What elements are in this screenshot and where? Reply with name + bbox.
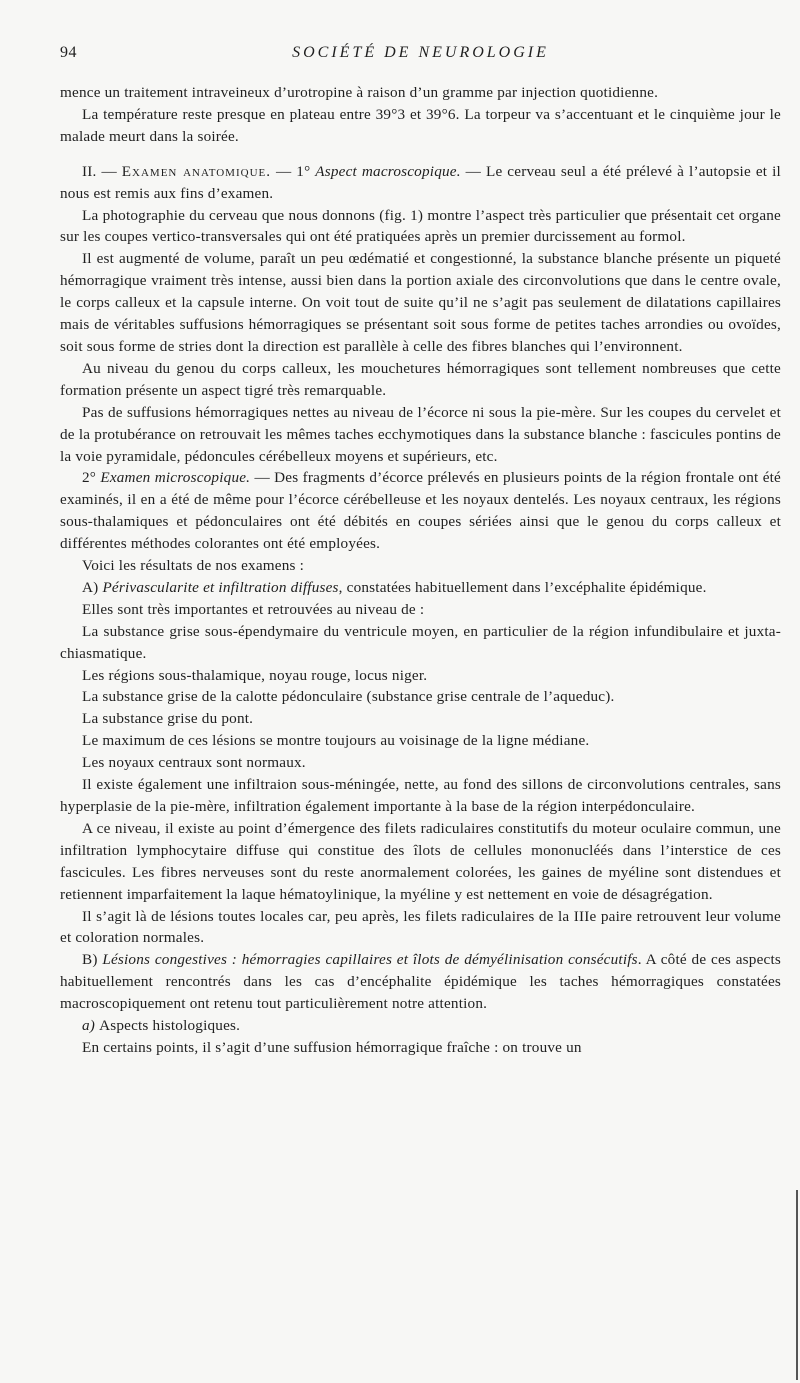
subsection-heading: Lésions congestives : hémorragies capillaires et îlots de démyélinisation consécutifs [102, 951, 638, 969]
paragraph: Il s’agit là de lésions toutes locales car, peu après, les filets radiculaires de la IIIe paire retrouvent leur volume et coloration normales. [60, 907, 781, 947]
paragraph: La substance grise sous-épendymaire du ventricule moyen, en particulier de la région infundibulaire et juxta-chiasmatique. [60, 622, 781, 662]
paragraph: En certains points, il s’agit d’une suffusion hémorragique fraîche : on trouve un [82, 1038, 582, 1056]
paragraph: mence un traitement intraveineux d’urotropine à raison d’un gramme par injection quotidienne. [60, 84, 659, 101]
paragraph: A ce niveau, il existe au point d’émergence des filets radiculaires constitutifs du moteur oculaire commun, une infiltration lymphocytaire diffuse qui constitue des îlots de cellules mononucléés dans l’interstice de ces fascicules. Les fibres nerveuses sont du reste anormalement colorées, les gaines de myéline sont distendues et retiennent imparfaitement la laque hématoylinique, la myéline y est nettement en voie de désagrégation. [60, 819, 781, 903]
paragraph: A) Périvascularite et infiltration diffuses, constatées habituellement dans l’excéphalite épidémique. [82, 578, 707, 596]
paragraph: La photographie du cerveau que nous donnons (fig. 1) montre l’aspect très particulier que présentait cet organe sur les coupes vertico-transversales qui ont été pratiquées après un premier durcissement au formol. [60, 206, 781, 246]
paragraph: La substance grise de la calotte pédonculaire (substance grise centrale de l’aqueduc). [82, 688, 615, 706]
subsection-heading: Périvascularite et infiltration diffuses [102, 578, 339, 596]
page-number: 94 [60, 44, 77, 61]
paragraph: B) Lésions congestives : hémorragies capillaires et îlots de démyélinisation consécutifs. A côté de ces aspects habituellement rencontrés dans les cas d’encéphalite épidémique les taches hémorragiques constatées macroscopiquement ont retenu tout particulièrement notre attention. [60, 951, 781, 1013]
paragraph: a) Aspects histologiques. [82, 1017, 241, 1035]
paragraph: La température reste presque en plateau entre 39°3 et 39°6. La torpeur va s’accentuant et le cinquième jour le malade meurt dans la soirée. [60, 105, 781, 145]
paragraph: Au niveau du genou du corps calleux, les mouchetures hémorragiques sont tellement nombreuses que cette formation présente un aspect tigré très remarquable. [60, 359, 781, 399]
paragraph: 2° Examen microscopique. — Des fragments d’écorce prélevés en plusieurs points de la région frontale ont été examinés, il en a été de même pour l’écorce cérébelleuse et les noyaux dentelés. Les noyaux centraux, les régions sous-thalamiques et pédonculaires ont été débités en coupes sériées ainsi que le genou du corps calleux et différentes méthodes colorantes ont été employées. [60, 469, 781, 553]
body-text [60, 82, 781, 1059]
scan-edge-shadow [796, 1190, 798, 1380]
paragraph: Elles sont très importantes et retrouvées au niveau de : [82, 600, 425, 618]
subsection-heading: Aspect macroscopique. [315, 162, 461, 180]
paragraph: Il existe également une infiltraion sous-méningée, nette, au fond des sillons de circonvolutions centrales, sans hyperplasie de la pie-mère, infiltration également importante à la base de la région interpédonculaire. [60, 776, 781, 815]
section-heading: Examen anatomique. [121, 162, 272, 180]
paragraph: Voici les résultats de nos examens : [82, 557, 305, 575]
running-title: SOCIÉTÉ DE NEUROLOGIE [292, 44, 549, 61]
paragraph: Il est augmenté de volume, paraît un peu œdématié et congestionné, la substance blanche présente un piqueté hémorragique vraiment très intense, aussi bien dans la portion axiale des circonvolutions que dans le centre ovale, le corps calleux et la capsule interne. On voit tout de suite qu’il ne s’agit pas seulement de dilatations capillaires mais de véritables suffusions hémorragiques se présentant soit sous forme de petites taches arrondies ou ovoïdes, soit sous forme de stries dont la direction est parallèle à celle des fibres blanches qui l’environnent. [60, 250, 781, 355]
paragraph: Les régions sous-thalamique, noyau rouge, locus niger. [82, 666, 428, 684]
running-header [60, 44, 781, 68]
subsection-heading: Examen microscopique. [100, 469, 251, 487]
paragraph: Pas de suffusions hémorragiques nettes au niveau de l’écorce ni sous la pie-mère. Sur les coupes du cervelet et de la protubérance on retrouvait les mêmes taches ecchymotiques dans la substance blanche : fascicules pontins de la voie pyramidale, pédoncules cérébelleux moyens et supérieurs, etc. [60, 403, 781, 465]
paragraph: La substance grise du pont. [82, 710, 254, 728]
section-heading-paragraph: II. — Examen anatomique. — 1° Aspect macroscopique. — Le cerveau seul a été prélevé à l’autopsie et il nous est remis aux fins d’examen. [60, 162, 781, 202]
paragraph: Les noyaux centraux sont normaux. [82, 754, 306, 772]
paragraph: Le maximum de ces lésions se montre toujours au voisinage de la ligne médiane. [82, 732, 590, 750]
